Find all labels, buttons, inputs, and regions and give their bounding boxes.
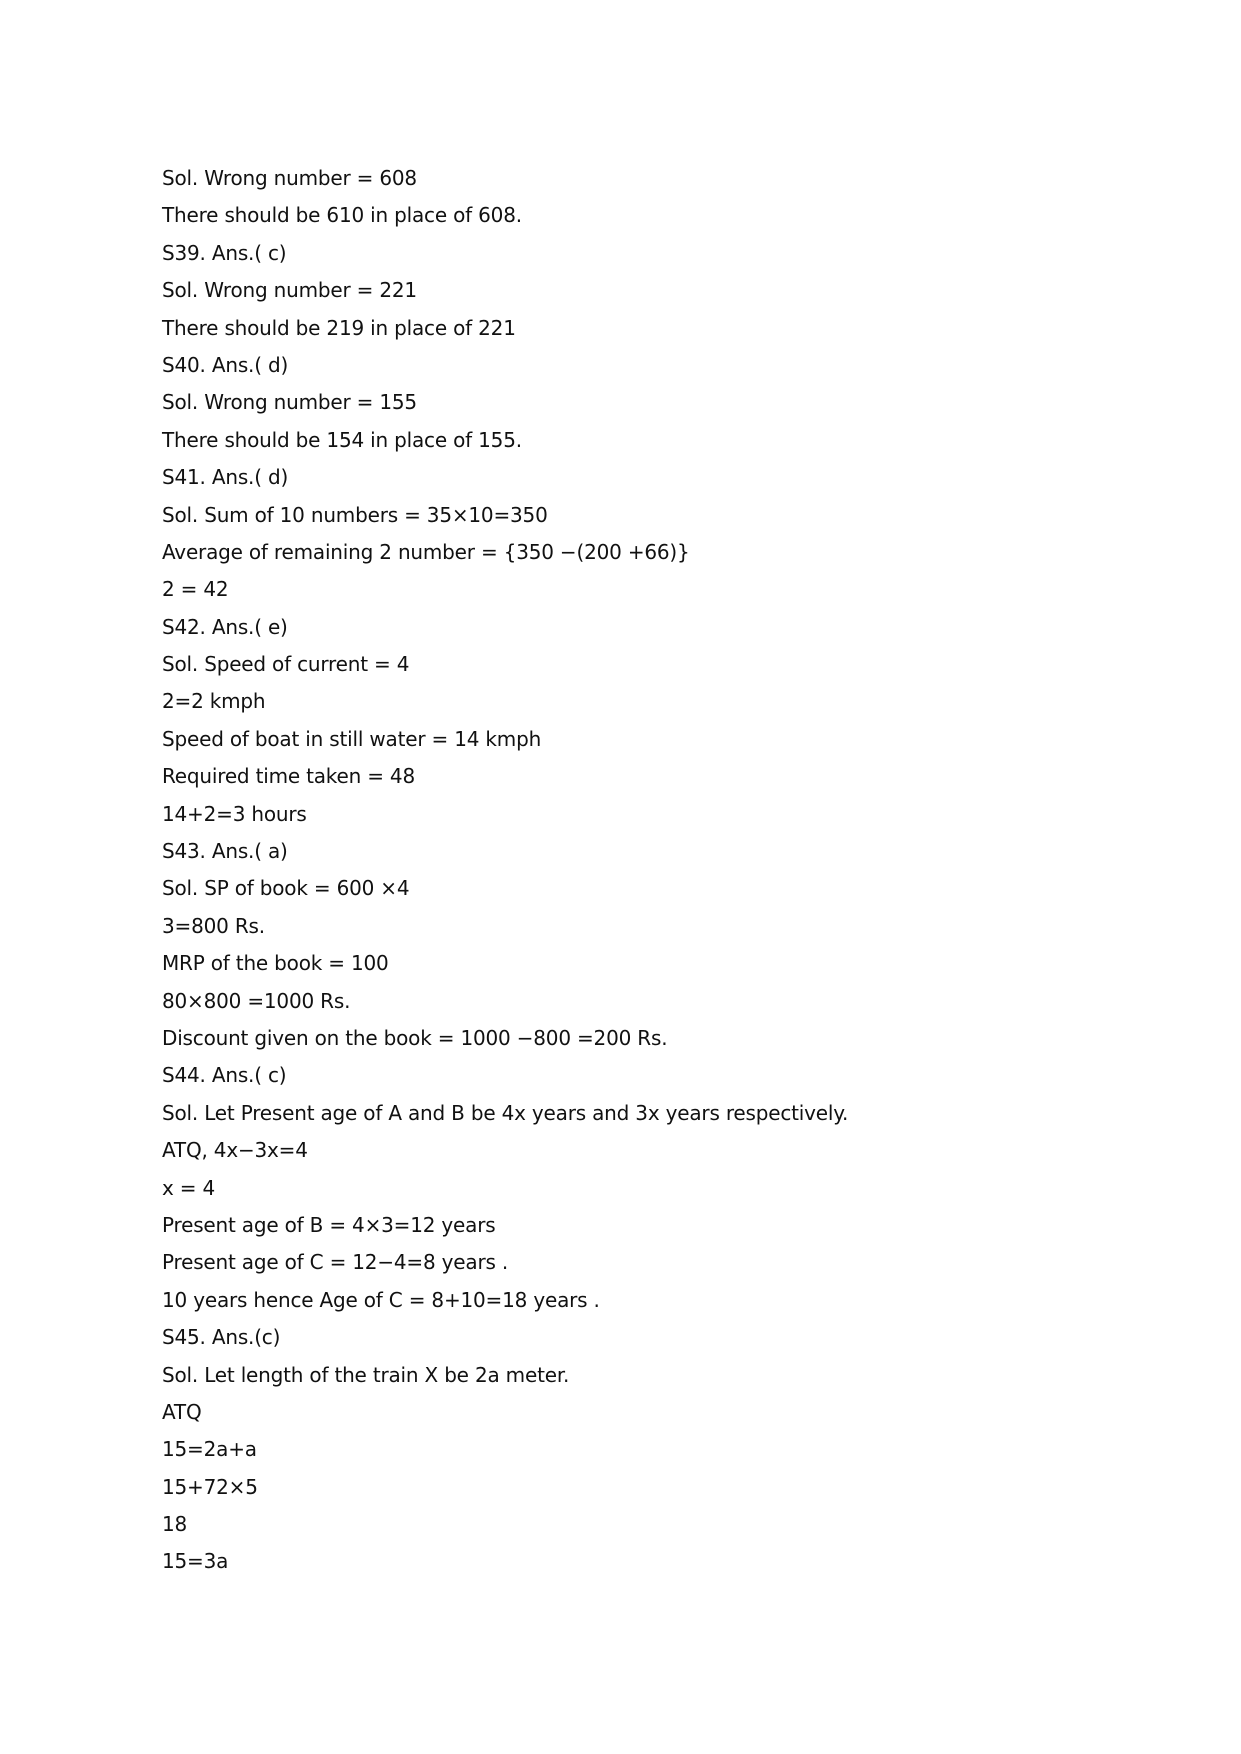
solution-line: 2=2 kmph bbox=[162, 689, 266, 714]
solution-line: Discount given on the book = 1000 −800 =200 Rs. bbox=[162, 1025, 668, 1050]
solution-line: 3=800 Rs. bbox=[162, 913, 265, 938]
solution-line: MRP of the book = 100 bbox=[162, 951, 389, 976]
solution-line: Sol. Sum of 10 numbers = 35×10=350 bbox=[162, 502, 548, 527]
solution-line: Sol. Let Present age of A and B be 4x years and 3x years respectively. bbox=[162, 1100, 849, 1125]
answer-heading-s42: S42. Ans.( e) bbox=[162, 614, 288, 639]
solution-line: Required time taken = 48 bbox=[162, 764, 415, 789]
answer-heading-s39: S39. Ans.( c) bbox=[162, 240, 287, 265]
solution-line: 80×800 =1000 Rs. bbox=[162, 988, 351, 1013]
solution-line: 15+72×5 bbox=[162, 1474, 258, 1499]
solution-line: Average of remaining 2 number = {350 −(200 +66)} bbox=[162, 539, 690, 564]
solution-line: 15=3a bbox=[162, 1549, 229, 1574]
solution-line: Sol. SP of book = 600 ×4 bbox=[162, 876, 410, 901]
solution-line: 2 = 42 bbox=[162, 577, 229, 602]
solution-line: Speed of boat in still water = 14 kmph bbox=[162, 726, 542, 751]
solution-line: There should be 219 in place of 221 bbox=[162, 315, 516, 340]
solution-line: 10 years hence Age of C = 8+10=18 years . bbox=[162, 1287, 600, 1312]
solution-line: 15=2a+a bbox=[162, 1437, 257, 1462]
solution-line: x = 4 bbox=[162, 1175, 216, 1200]
solution-line: Sol. Let length of the train X be 2a meter. bbox=[162, 1362, 570, 1387]
solution-line: There should be 154 in place of 155. bbox=[162, 427, 522, 452]
answer-heading-s44: S44. Ans.( c) bbox=[162, 1063, 287, 1088]
solution-line: Present age of B = 4×3=12 years bbox=[162, 1212, 496, 1237]
solution-line: Sol. Wrong number = 221 bbox=[162, 278, 417, 303]
answer-heading-s40: S40. Ans.( d) bbox=[162, 352, 289, 377]
solution-line: Sol. Speed of current = 4 bbox=[162, 652, 410, 677]
solutions-text-block bbox=[162, 160, 1122, 1581]
solution-line: ATQ, 4x−3x=4 bbox=[162, 1138, 308, 1163]
solution-line: Present age of C = 12−4=8 years . bbox=[162, 1250, 509, 1275]
solution-line: Sol. Wrong number = 155 bbox=[162, 390, 417, 415]
answer-heading-s43: S43. Ans.( a) bbox=[162, 839, 288, 864]
solution-line: 14+2=3 hours bbox=[162, 801, 307, 826]
answer-heading-s45: S45. Ans.(c) bbox=[162, 1325, 281, 1350]
solution-line: There should be 610 in place of 608. bbox=[162, 203, 522, 228]
solution-line: ATQ bbox=[162, 1399, 202, 1424]
answer-heading-s41: S41. Ans.( d) bbox=[162, 465, 289, 490]
solution-line: 18 bbox=[162, 1512, 188, 1537]
solution-line: Sol. Wrong number = 608 bbox=[162, 166, 417, 190]
